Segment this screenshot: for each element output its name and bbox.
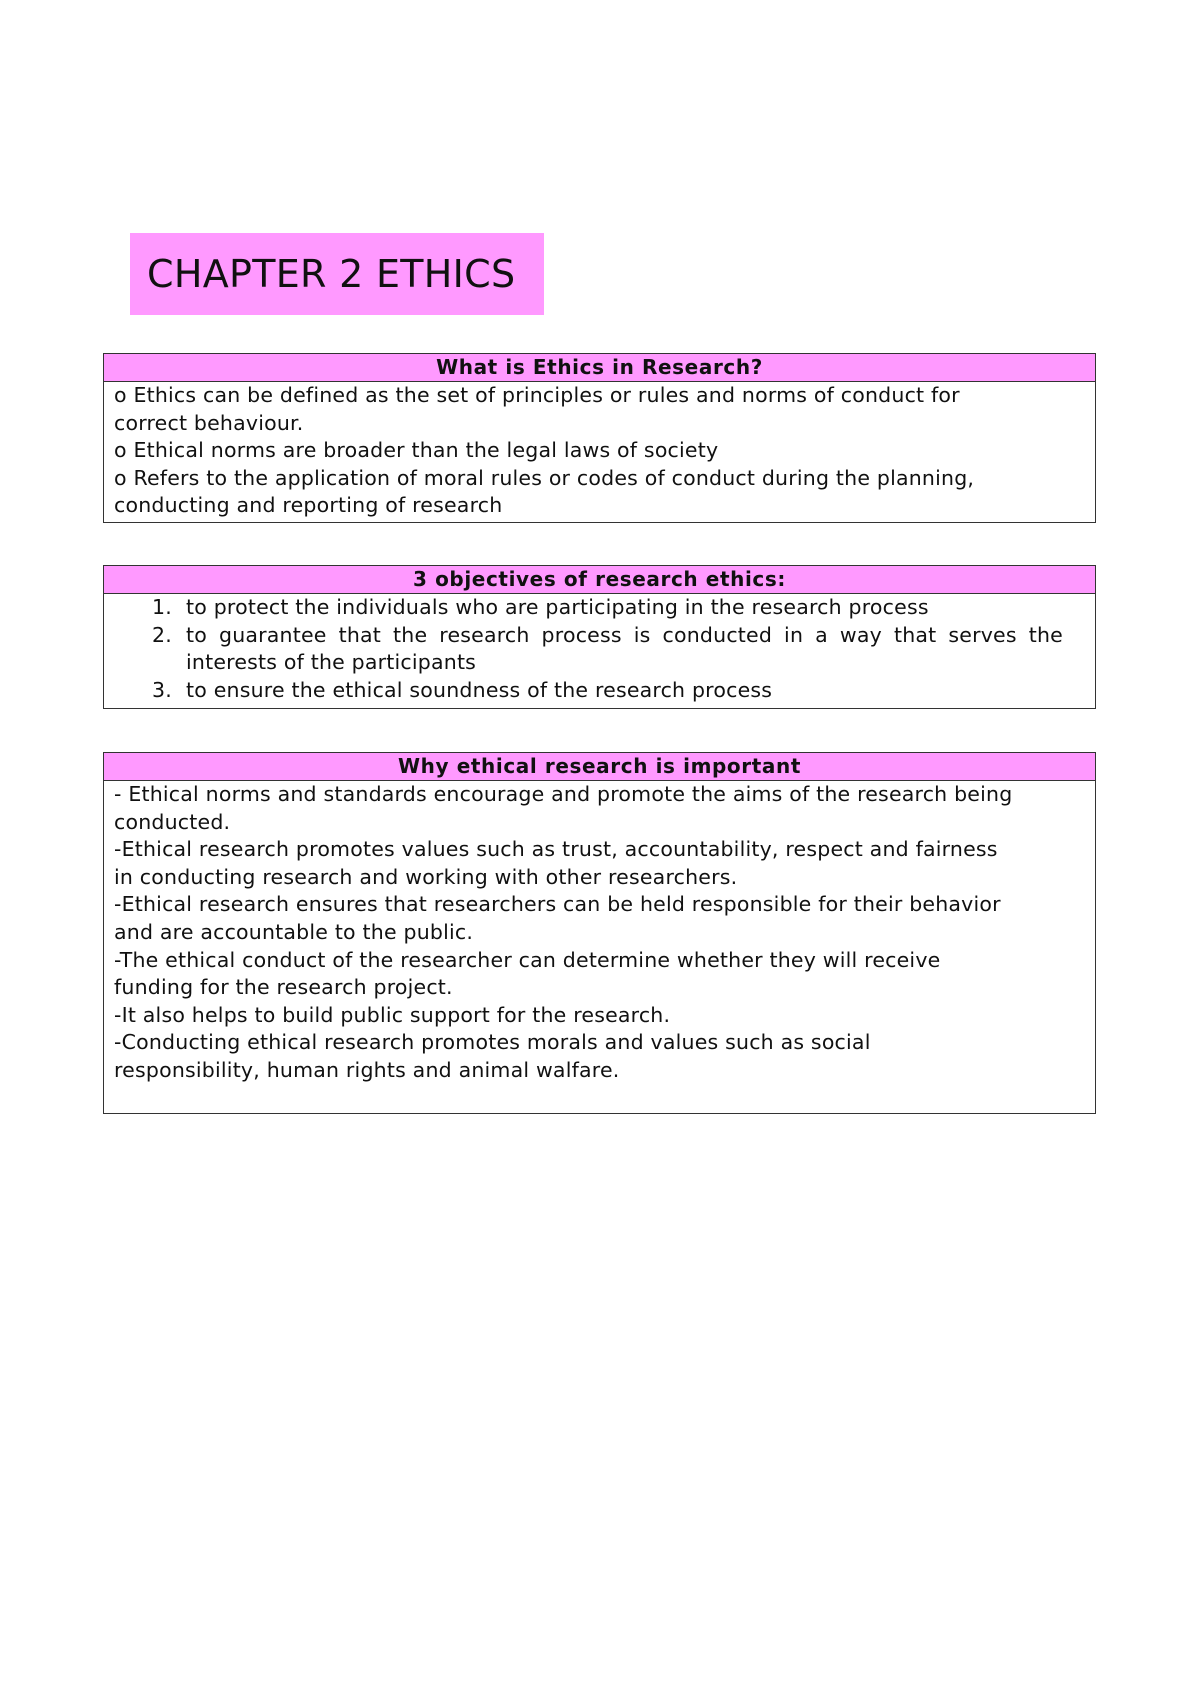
- text-line: funding for the research project.: [114, 975, 453, 1000]
- text-line: -It also helps to build public support for the research.: [114, 1002, 671, 1027]
- list-item: [114, 594, 1087, 622]
- text-line: - Ethical norms and standards encourage and promote the aims of the research being: [114, 782, 1013, 806]
- section-heading: Why ethical research is important: [104, 753, 1095, 781]
- text-line: -Ethical research promotes values such as trust, accountability, respect and fairness: [114, 837, 998, 862]
- chapter-title: CHAPTER 2 ETHICS: [147, 252, 516, 296]
- list-item: [114, 677, 1087, 705]
- text-line: -The ethical conduct of the researcher can determine whether they will receive: [114, 947, 941, 972]
- list-item-number: 3.: [152, 677, 172, 702]
- text-line: o Refers to the application of moral rules or codes of conduct during the planning,: [114, 465, 975, 490]
- section-body: [104, 594, 1095, 704]
- section-body: [104, 781, 1095, 1085]
- text-line: -Conducting ethical research promotes morals and values such as social: [114, 1030, 871, 1055]
- text-line: conducted.: [114, 809, 231, 834]
- text-line: conducting and reporting of research: [114, 493, 503, 518]
- section-body: [104, 382, 1095, 520]
- text-line: correct behaviour.: [114, 410, 304, 435]
- section-heading: What is Ethics in Research?: [104, 354, 1095, 382]
- text-line: o Ethics can be defined as the set of principles or rules and norms of conduct for: [114, 383, 960, 407]
- list-item-text: to guarantee that the research process is conducted in a way that serves the interests of the participants: [186, 622, 1063, 675]
- text-line: and are accountable to the public.: [114, 919, 474, 944]
- text-line: -Ethical research ensures that researchers can be held responsible for their behavior: [114, 892, 1001, 917]
- text-line: responsibility, human rights and animal walfare.: [114, 1057, 620, 1082]
- text-line: o Ethical norms are broader than the legal laws of society: [114, 438, 719, 463]
- list-item-number: 2.: [152, 622, 172, 647]
- objectives-list: [114, 594, 1087, 704]
- section-objectives: [103, 565, 1096, 709]
- section-why-important: [103, 752, 1096, 1114]
- list-item-text: to protect the individuals who are participating in the research process: [186, 595, 929, 619]
- list-item-text: to ensure the ethical soundness of the research process: [186, 677, 773, 702]
- list-item: [114, 622, 1087, 677]
- text-line: in conducting research and working with other researchers.: [114, 864, 738, 889]
- chapter-title-box: [130, 233, 544, 315]
- section-heading: 3 objectives of research ethics:: [104, 566, 1095, 594]
- section-what-is-ethics: [103, 353, 1096, 523]
- list-item-number: 1.: [152, 595, 172, 619]
